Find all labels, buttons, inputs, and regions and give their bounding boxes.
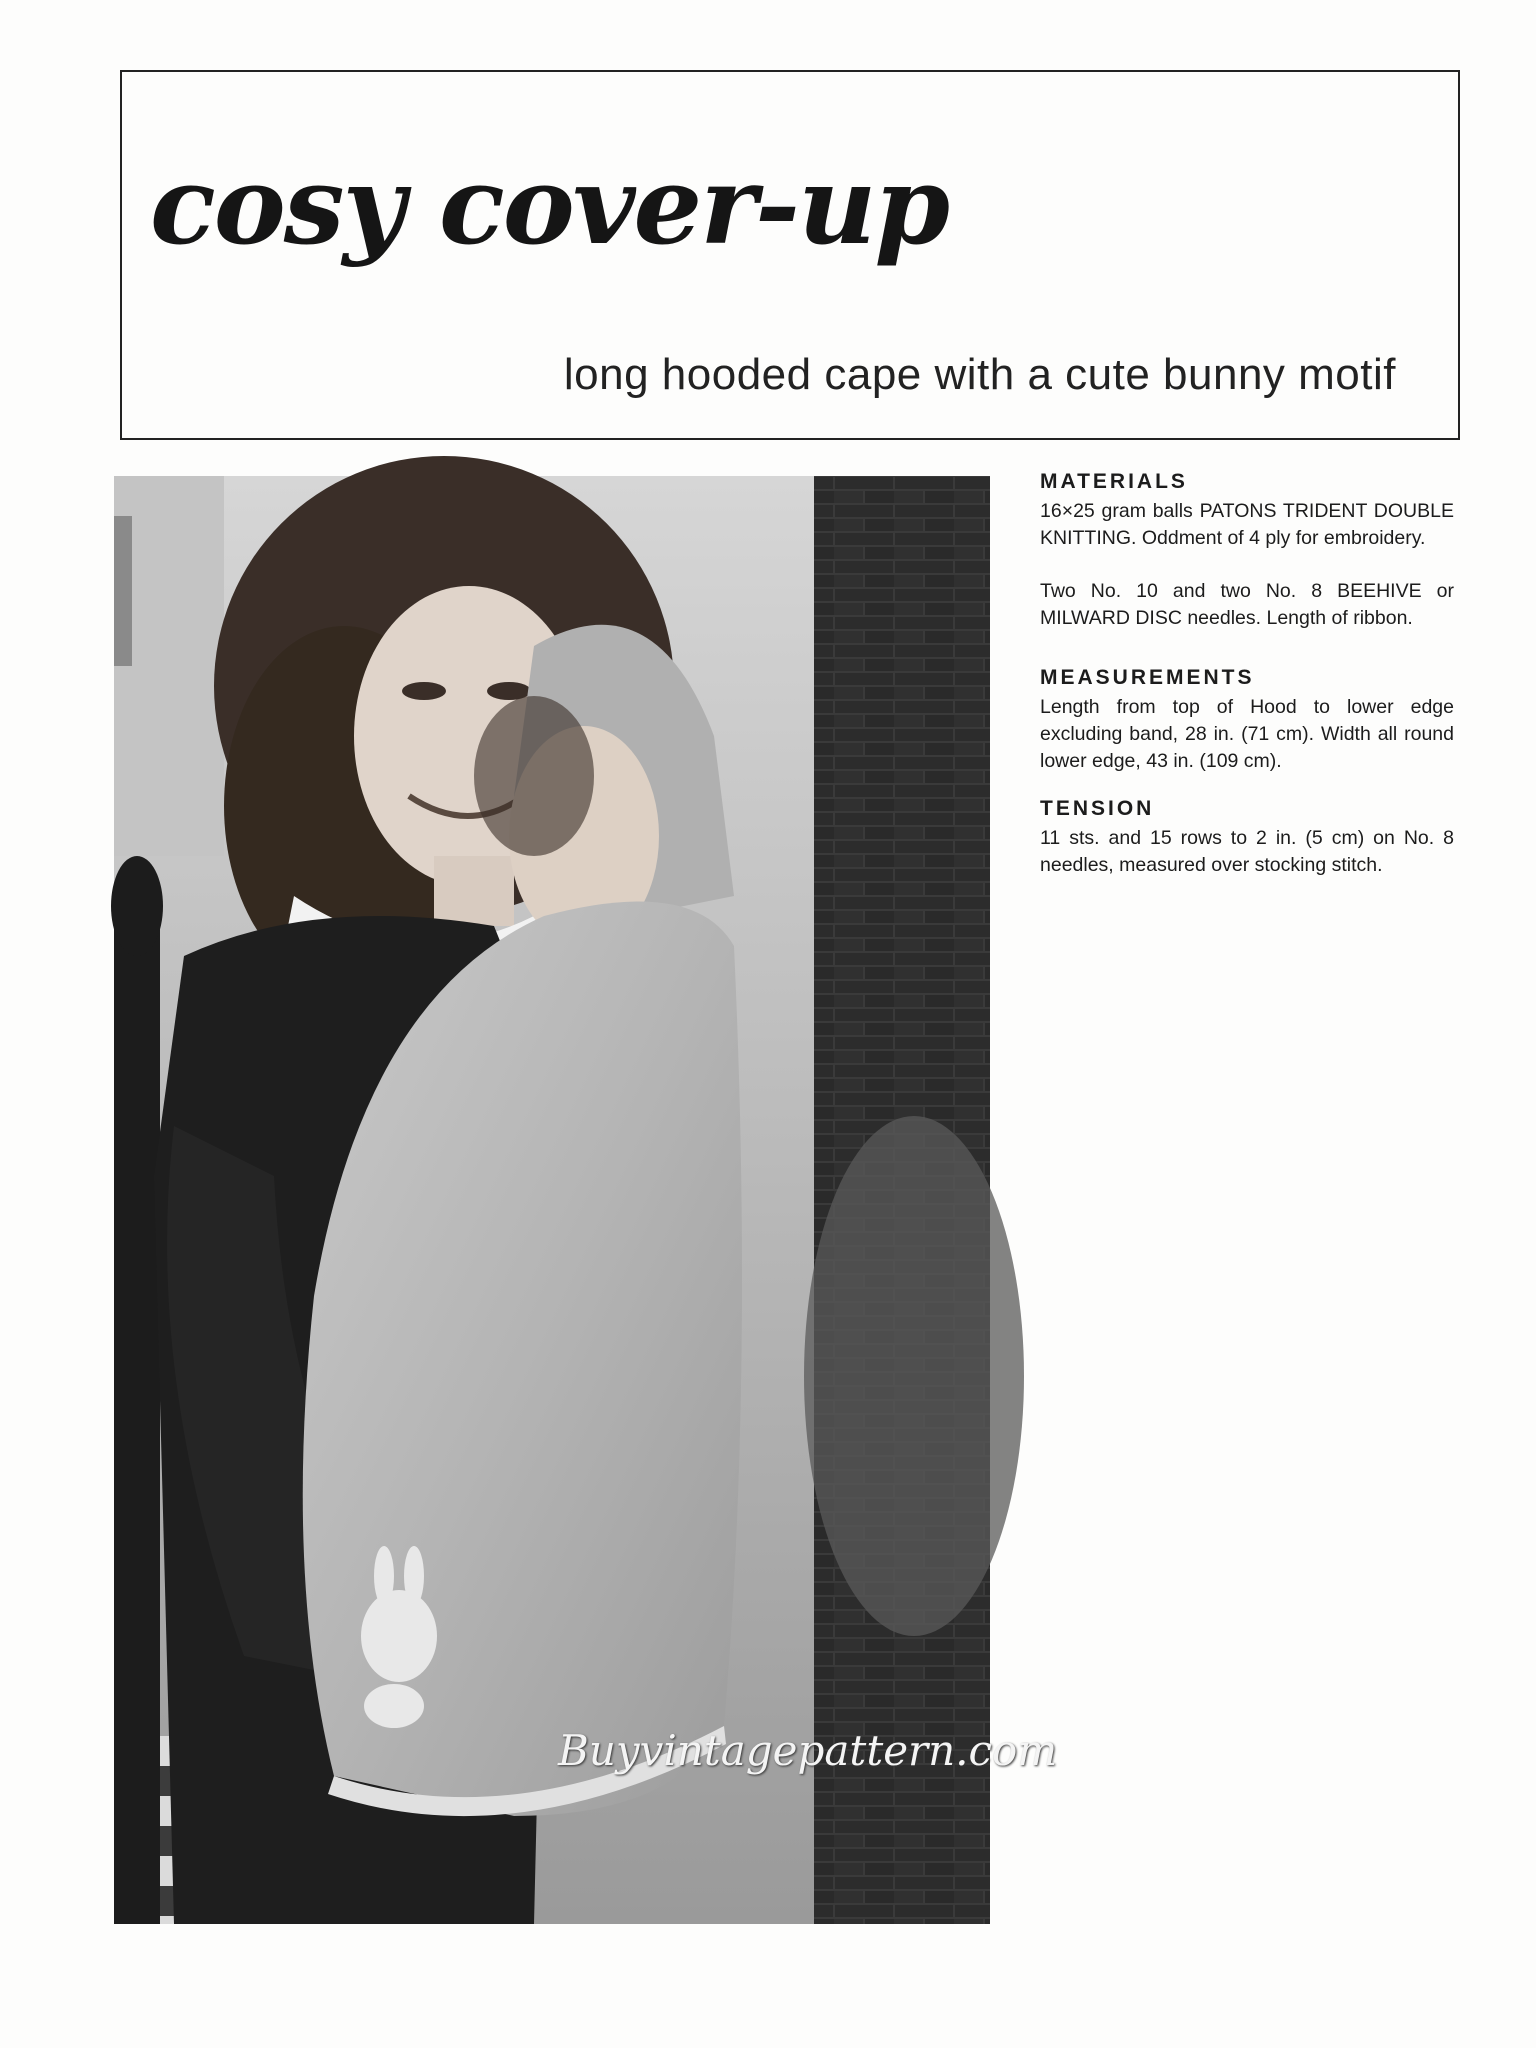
materials-needles-text: Two No. 10 and two No. 8 BEEHIVE or MILWARD DISC needles. Length of ribbon. — [1040, 580, 1454, 629]
materials-heading: MATERIALS — [1040, 470, 1188, 493]
photo-illustration — [114, 476, 990, 1924]
model-photo — [114, 476, 1058, 1924]
watermark-text: Buyvintagepattern.com — [558, 1726, 1058, 1775]
materials-yarn-text: 16×25 gram balls PATONS TRIDENT DOUBLE KNITTING. Oddment of 4 ply for embroidery. — [1040, 500, 1454, 549]
measurements-text: Length from top of Hood to lower edge excluding band, 28 in. (71 cm). Width all round lower edge, 43 in. (109 cm). — [1040, 696, 1454, 772]
tension-heading: TENSION — [1040, 797, 1155, 820]
page-title: cosy cover-up — [150, 143, 948, 269]
specs-column — [1040, 470, 1454, 879]
page-subtitle: long hooded cape with a cute bunny motif — [563, 350, 1396, 399]
measurements-heading: MEASUREMENTS — [1040, 666, 1255, 689]
title-box — [120, 70, 1460, 440]
tension-text: 11 sts. and 15 rows to 2 in. (5 cm) on No. 8 needles, measured over stocking stitch. — [1040, 827, 1454, 876]
